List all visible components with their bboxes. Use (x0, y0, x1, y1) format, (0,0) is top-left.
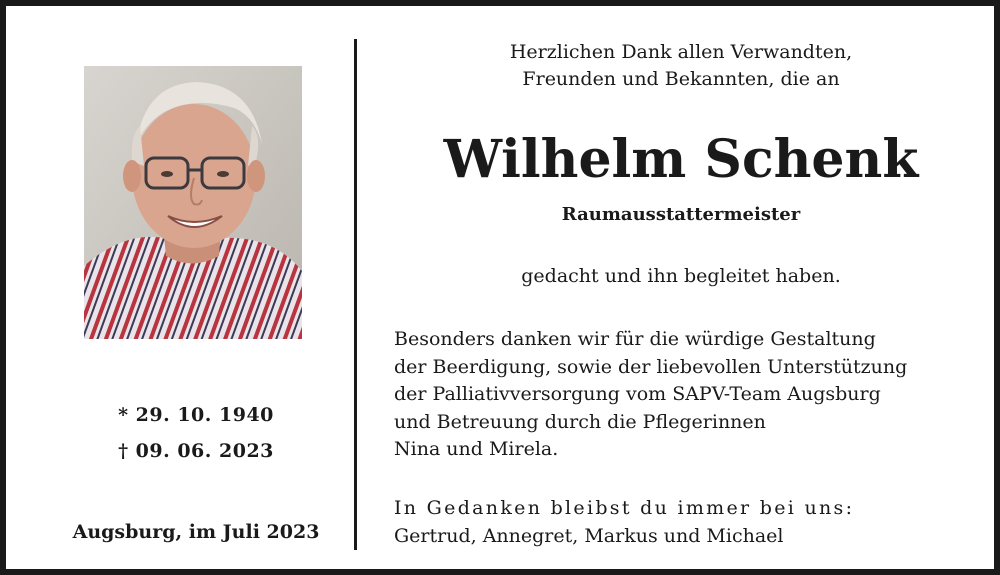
thanks-paragraph (394, 326, 994, 464)
memory-line: In Gedanken bleibst du immer bei uns: (394, 497, 855, 519)
profession: Raumausstattermeister (561, 204, 801, 225)
remembered-text: gedacht und ihn begleitet haben. (521, 265, 841, 287)
vertical-divider (354, 39, 357, 550)
thanks-line: und Betreuung durch die Pflegerinnen (394, 410, 766, 433)
thanks-line: der Palliativversorgung vom SAPV-Team Augsburg (394, 383, 881, 405)
place-and-date: Augsburg, im Juli 2023 (72, 521, 320, 543)
portrait-photo-icon (84, 66, 302, 339)
thanks-line: Besonders danken wir für die würdige Gestaltung (394, 328, 876, 350)
deceased-name: Wilhelm Schenk (443, 129, 919, 190)
thanks-line: Nina und Mirela. (394, 438, 559, 460)
memory-section (394, 494, 994, 550)
intro-line: Freunden und Bekannten, die an (522, 68, 840, 90)
thanks-line: der Beerdigung, sowie der liebevollen Unterstützung (394, 355, 908, 378)
intro-text (366, 39, 996, 93)
death-date: † 09. 06. 2023 (118, 440, 274, 462)
birth-date: * 29. 10. 1940 (118, 404, 274, 426)
portrait-photo (84, 66, 302, 339)
family-names: Gertrud, Annegret, Markus und Michael (394, 525, 784, 547)
intro-line: Herzlichen Dank allen Verwandten, (509, 41, 853, 63)
